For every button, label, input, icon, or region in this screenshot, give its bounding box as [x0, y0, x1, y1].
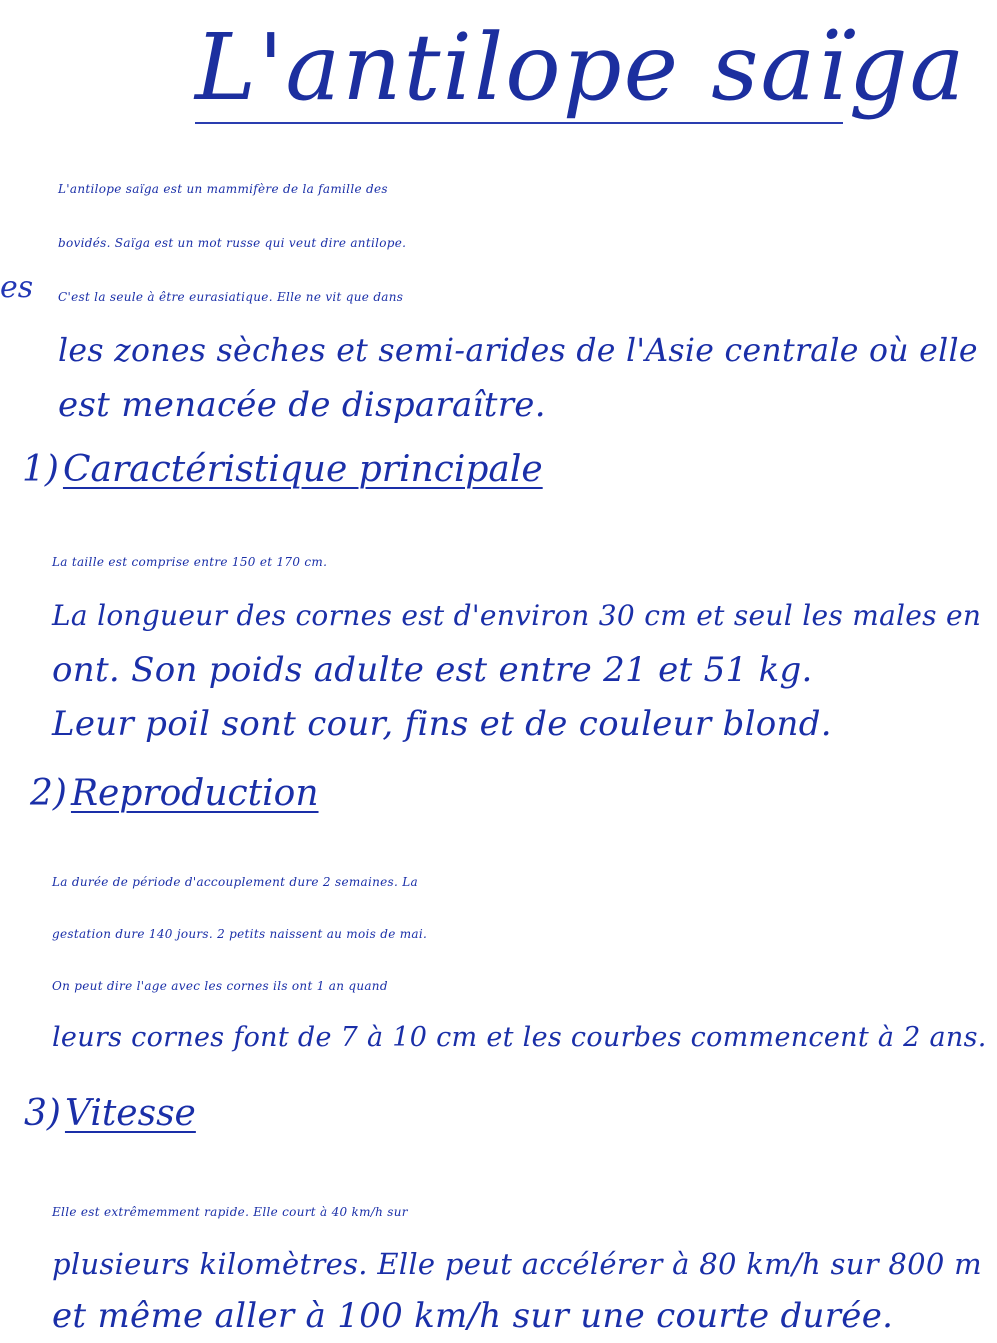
intro-line: les zones sèches et semi-arides de l'Asie centrale où elle [58, 333, 978, 369]
title-underline [195, 122, 843, 124]
intro-line: bovidés. Saïga est un mot russe qui veut dire antilope. [58, 236, 407, 250]
body-line: plusieurs kilomètres. Elle peut accélérer à 80 km/h sur 800 m [52, 1247, 982, 1281]
body-line: et même aller à 100 km/h sur une courte durée. [52, 1296, 894, 1336]
section-heading-vitesse [24, 1092, 196, 1136]
body-line: Elle est extrêmemment rapide. Elle court à 40 km/h sur [52, 1205, 408, 1219]
section-number: 1) [22, 449, 59, 490]
intro-line: est menacée de disparaître. [58, 385, 546, 425]
body-line: ont. Son poids adulte est entre 21 et 51 kg. [52, 650, 813, 690]
body-line: On peut dire l'age avec les cornes ils ont 1 an quand [52, 979, 388, 993]
page-title: L'antilope saïga [195, 14, 967, 121]
body-line: La durée de période d'accouplement dure 2 semaines. La [52, 875, 418, 889]
section-body-vitesse [52, 1186, 982, 1342]
section-heading-text: Caractéristique principale [62, 449, 543, 490]
section-heading-text: Vitesse [64, 1093, 196, 1134]
body-line: leurs cornes font de 7 à 10 cm et les courbes commencent à 2 ans. [52, 1022, 987, 1053]
section-number: 2) [30, 773, 67, 814]
body-line: Leur poil sont cour, fins et de couleur blond. [52, 704, 832, 744]
body-line: gestation dure 140 jours. 2 petits naissent au mois de mai. [52, 927, 428, 941]
margin-note: es [0, 270, 34, 305]
intro-line: L'antilope saïga est un mammifère de la famille des [58, 182, 388, 196]
section-heading-caracteristique [22, 448, 543, 492]
intro-line: C'est la seule à être eurasiatique. Elle ne vit que dans [58, 290, 404, 304]
body-line: La taille est comprise entre 150 et 170 cm. [52, 555, 328, 569]
section-heading-reproduction [30, 772, 319, 816]
section-body-reproduction [52, 856, 987, 1064]
section-body-caracteristique [52, 535, 981, 751]
body-line: La longueur des cornes est d'environ 30 cm et seul les males en [52, 599, 982, 632]
section-number: 3) [24, 1093, 61, 1134]
section-heading-text: Reproduction [70, 773, 319, 814]
intro-paragraph [58, 162, 978, 432]
